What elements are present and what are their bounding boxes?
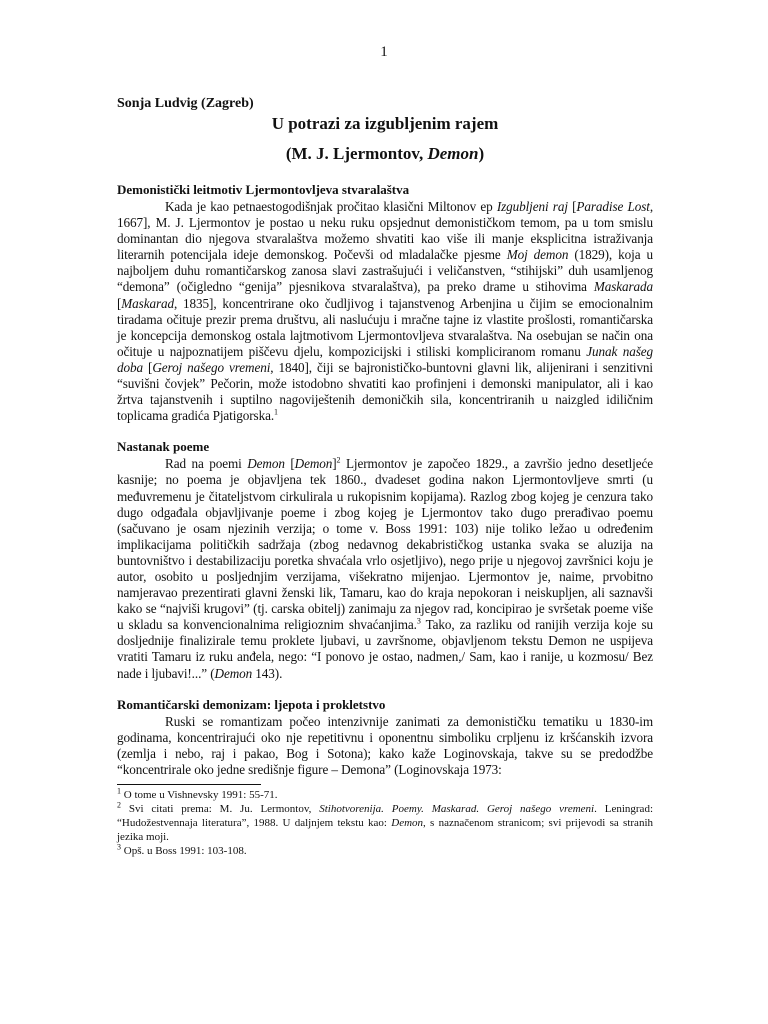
page-number: 1	[380, 44, 388, 60]
title-sub-italic: Demon	[427, 144, 479, 163]
author-line: Sonja Ludvig (Zagreb)	[117, 96, 254, 111]
title-main: U potrazi za izgubljenim rajem	[271, 114, 499, 133]
italic-title: Demon	[391, 817, 424, 829]
section-heading-origin: Nastanak poeme	[117, 439, 210, 455]
italic-title: Demon	[214, 665, 253, 681]
section-heading-demonism: Romantičarski demonizam: ljepota i prokletstvo	[117, 696, 386, 712]
italic-title: Demon	[294, 456, 333, 472]
footnote-2	[117, 802, 653, 844]
footnote-text: Svi citati prema: M. Ju. Lermontov, Stihotvorenija. Poemy. Maskarad. Geroj našego vremeni. Leningrad: “Hudožestvennaja literatura”, 1988. U daljnjem tekstu kao: Demon, s naznačenom stranicom; svi prijevodi sa stranih jezika moji.	[117, 803, 653, 843]
italic-title: Moj demon	[506, 247, 569, 263]
italic-title: Maskarada	[593, 279, 653, 295]
document-body	[117, 94, 653, 858]
italic-title: Paradise Lost	[576, 199, 650, 214]
italic-title: Izgubljeni raj	[496, 199, 568, 214]
italic-title: Maskarad	[121, 295, 174, 311]
title-sub-suffix: )	[478, 144, 485, 163]
footnote-3	[117, 844, 653, 858]
italic-title: Stihotvorenija. Poemy. Maskarad. Geroj našego vremeni	[319, 803, 595, 815]
footnote-divider	[117, 784, 261, 785]
paragraph-demonism: Ruski se romantizam počeo intenzivnije zanimati za demonističku tematiku u 1830-im godinama, koncentrirajući oko nje repetitivnu i oponentnu simboliku crpljenu iz kršćanskih izvora (zemlja i nebo, raj i pakao, Bog i Sotona); kako kaže Loginovskaja, takve su se predodžbe “koncentrirale oko jedne središnje figure – Demona” (Loginovskaja 1973:	[117, 713, 653, 777]
title-sub	[117, 143, 653, 165]
footnote-number: 1	[117, 786, 121, 796]
title-sub-prefix: (M. J. Ljermontov,	[285, 144, 428, 163]
italic-title: Demon	[247, 456, 285, 472]
footnote-text: Opš. u Boss 1991: 103-108.	[121, 845, 247, 857]
footnote-number: 2	[117, 800, 121, 810]
footnote-reference[interactable]: 3	[416, 616, 421, 626]
footnote-1	[117, 788, 653, 802]
paragraph-origin: Rad na poemi Demon [Demon]$^2$ Ljermontov je započeo 1829., a završio jedno desetljeće kasnije; no poema je objavljena tek 1860., dvadeset godina nakon Ljermontovljeve smrti (u međuvremenu je čitateljstvom cirkulirala u rukopisnim kopijama). Razlog zbog kojeg je cenzura tako dugo odgađala objavljivanje poeme i zbog kojeg je Ljermontov tako dugo prerađivao poemu (sačuvano je osam njezinih verzija; o tome v. Boss 1991: 103) nije toliko ležao u određenim implikacijama političkih sadržaja (zbog nedavnog dekabrističkog ustanka svaka se aluzija na buntovništvo i destabilizaciju poretka shvaćala vrlo osjetljivo), nego prije u njegovoj završnici koju je autor, osobito u posljednjim verzijama, višekratno mijenjao. Ljermontov je, naime, prvobitno namjeravao prezentirati glavni ženski lik, Tamaru, kao do kraja nepokoran i neiskupljen, ali saznavši kako se “najviši krugovi” (tj. carska obitelj) zanimaju za njegov rad, koncipirao je svršetak poeme više u skladu sa konvencionalnima religioznim shvaćanjima.$^3$ Tako, za razliku od ranijih verzija koje su dosljednije finalizirale temu proklete ljubavi, u završnome, objavljenom tekstu Demon ne uspijeva vratiti Tamaru iz ruku anđela, nego: “I ponovo je ostao, nadmen,/ Sam, kao i ranije, u kozmosu/ Bez nade i ljubavi!...” (Demon 143).	[117, 455, 654, 681]
footnote-reference[interactable]: 1	[274, 407, 278, 417]
footnote-text: O tome u Vishnevsky 1991: 55-71.	[121, 789, 278, 801]
footnote-reference[interactable]: 2	[336, 455, 341, 465]
footnote-number: 3	[117, 842, 121, 852]
italic-title: Junak našeg doba	[117, 343, 653, 375]
paragraph-leitmotiv: Kada je kao petnaestogodišnjak pročitao klasični Miltonov ep Izgubljeni raj [Paradise Lost, 1667], M. J. Ljermontov je postao u neku ruku opsjednut demonističkom temom, pa u tom smislu dominantan dio njegova stvaralaštva možemo shvatiti kao više ili manje eksplicitna istraživanja literarnih potencijala ideje demonskog. Počevši od mladalačke pjesme Moj demon (1829), koja u najboljem duhu romantičarskog zanosa slavi zastrašujući i veličanstven, “stihijski” duh usamljenog “demona” (očigledno “genija” pjesnikova stvaralaštva), pa preko drame u stihovima Maskarada [Maskarad, 1835], koncentrirane oko čudljivog i tajanstvenog Arbenjina u čijim se emocionalnim tiradama očituje prezir prema društvu, ali naslućuju i mračne tajne iz vlastite prošlosti, romantičarska je koncepcija demonskog ostala lajtmotivom Ljermontovljeva stvaralaštva. Na osebujan se način ona očituje u najpoznatijem piščevu djelu, kompozicijski i stiliski kompliciranom romanu Junak našeg doba [Geroj našego vremeni, 1840], čiji se bajronističko-buntovni glavni lik, alijenirani i senzitivni “suvišni čovjek” Pečorin, može istodobno shvatiti kao profinjeni i demonski manipulator, ali i kao žrtva tajanstvenih i suptilno nagoviještenih demoničkih sila, koncentriranih u naizgled idiličnim toplicama gradića Pjatigorska.$^1$	[117, 199, 654, 424]
section-heading-leitmotiv: Demonistički leitmotiv Ljermontovljeva stvaralaštva	[117, 182, 410, 197]
italic-title: Geroj našego vremeni	[152, 359, 271, 375]
